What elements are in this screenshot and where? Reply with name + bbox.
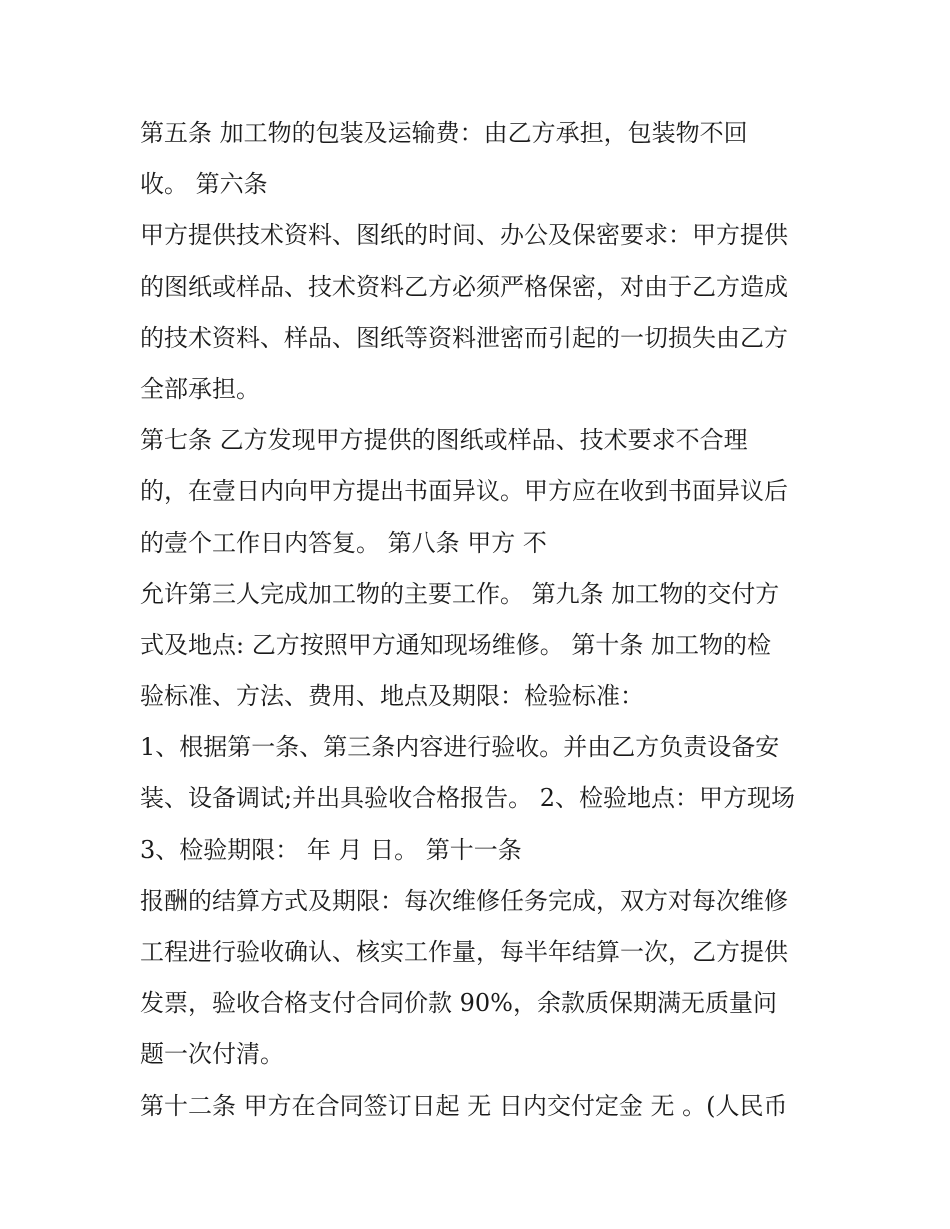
text-line: 的技术资料、样品、图纸等资料泄密而引起的一切损失由乙方	[140, 323, 788, 352]
text-line: 验标准、方法、费用、地点及期限：检验标准：	[140, 682, 644, 711]
text-line: 允许第三人完成加工物的主要工作。 第九条 加工物的交付方	[140, 579, 780, 608]
text-line: 甲方提供技术资料、图纸的时间、办公及保密要求：甲方提供	[140, 221, 788, 250]
text-line: 报酬的结算方式及期限：每次维修任务完成，双方对每次维修	[140, 886, 788, 915]
text-line: 题一次付清。	[140, 1040, 284, 1069]
text-line: 式及地点: 乙方按照甲方通知现场维修。 第十条 加工物的检	[140, 630, 771, 659]
text-line: 的，在壹日内向甲方提出书面异议。甲方应在收到书面异议后	[140, 477, 788, 506]
text-line: 装、设备调试;并出具验收合格报告。 2、检验地点：甲方现场	[140, 784, 795, 813]
text-line: 第十二条 甲方在合同签订日起 无 日内交付定金 无 。(人民币	[140, 1091, 788, 1120]
text-line: 1、根据第一条、第三条内容进行验收。并由乙方负责设备安	[140, 733, 780, 762]
text-line: 第五条 加工物的包装及运输费：由乙方承担，包装物不回	[140, 119, 748, 147]
text-line: 3、检验期限： 年 月 日。 第十一条	[140, 835, 522, 864]
text-line: 发票，验收合格支付合同价款 90%，余款质保期满无质量问	[140, 989, 777, 1018]
text-line: 的壹个工作日内答复。 第八条 甲方 不	[140, 528, 547, 557]
contract-text	[140, 108, 830, 1132]
text-line: 工程进行验收确认、核实工作量，每半年结算一次，乙方提供	[140, 938, 788, 966]
text-line: 全部承担。	[140, 374, 260, 403]
text-line: 的图纸或样品、技术资料乙方必须严格保密，对由于乙方造成	[140, 272, 788, 301]
text-line: 第七条 乙方发现甲方提供的图纸或样品、技术要求不合理	[140, 426, 748, 455]
text-line: 收。 第六条	[140, 170, 268, 199]
